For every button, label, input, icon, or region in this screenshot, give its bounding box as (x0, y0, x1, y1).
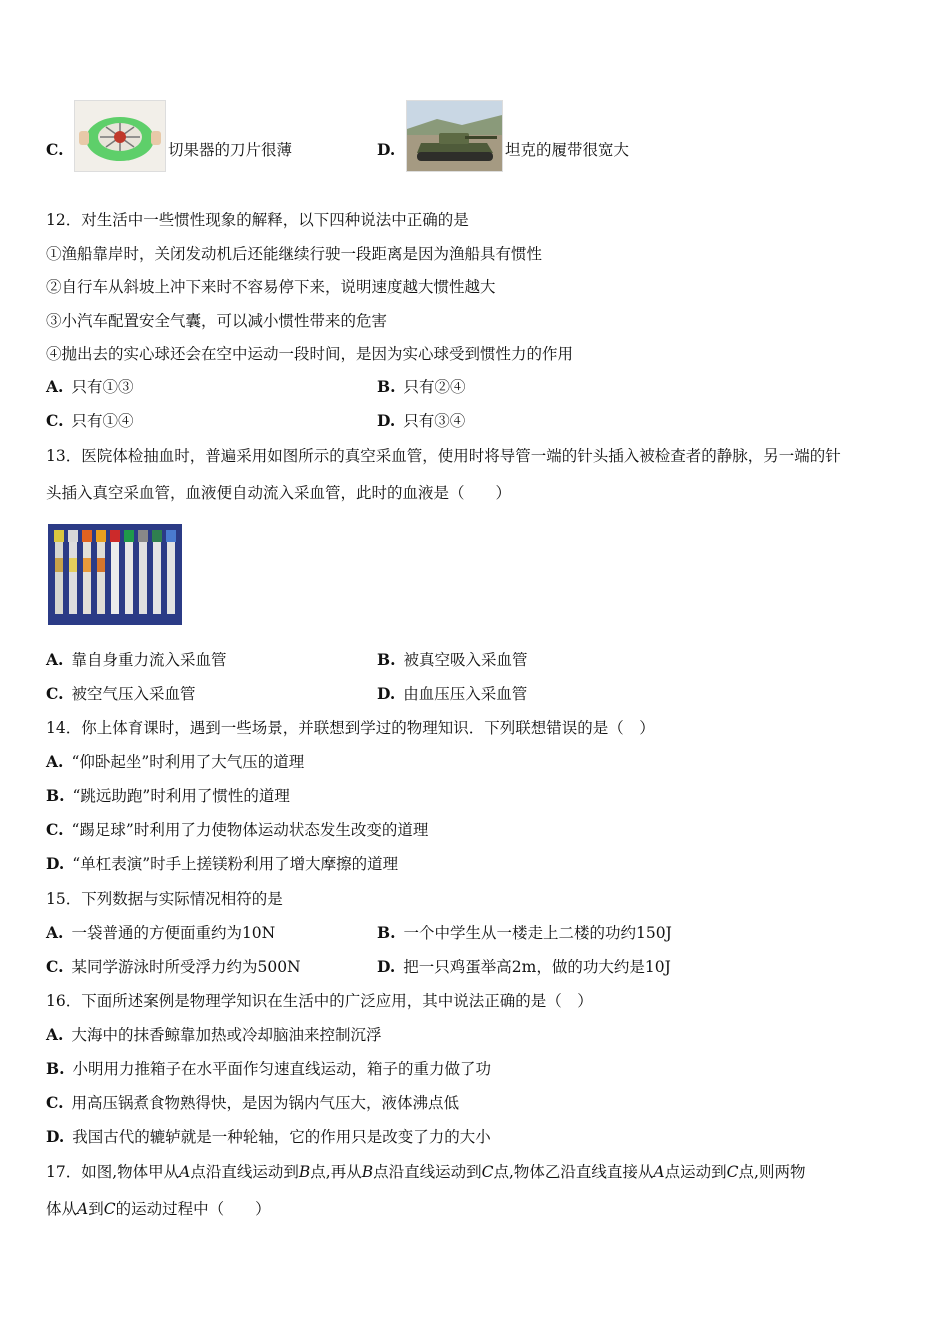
option-label: C. (46, 957, 64, 976)
option-text: “踢足球”时利用了力使物体运动状态发生改变的道理 (71, 821, 429, 839)
q16-option-d[interactable] (46, 1127, 491, 1147)
option-label: C. (46, 140, 64, 159)
option-label: A. (46, 377, 64, 396)
q12-statement-3: ③小汽车配置安全气囊，可以减小惯性带来的危害 (46, 312, 388, 330)
q17-text: 点,则两物 (738, 1163, 806, 1181)
option-text: “单杠表演”时手上搓镁粉利用了增大摩擦的道理 (72, 855, 399, 873)
q17-text: 点,物体乙沿直线直接从 (493, 1163, 654, 1181)
option-text: 一个中学生从一楼走上二楼的功约150J (403, 924, 672, 942)
q17-stem-line1 (46, 1162, 805, 1182)
option-label: B. (377, 923, 396, 942)
q15-stem: 15．下列数据与实际情况相符的是 (46, 890, 283, 908)
q15-option-c[interactable] (46, 957, 301, 977)
q14-option-d[interactable] (46, 854, 398, 874)
q13-option-d[interactable] (377, 684, 527, 704)
q14-option-b[interactable] (46, 786, 290, 806)
point-b: B (361, 1163, 374, 1181)
q14-option-c[interactable] (46, 820, 428, 840)
option-label: B. (46, 786, 65, 805)
option-text: 只有③④ (403, 412, 466, 430)
option-text: 被空气压入采血管 (71, 685, 196, 703)
q13-option-c[interactable] (46, 684, 195, 704)
point-c: C (726, 1163, 739, 1181)
option-label: D. (377, 140, 396, 159)
option-label: C. (46, 820, 64, 839)
q16-stem: 16．下面所述案例是物理学知识在生活中的广泛应用，其中说法正确的是（ ） (46, 992, 593, 1010)
point-b: B (298, 1163, 311, 1181)
option-text: 大海中的抹香鲸靠加热或冷却脑油来控制沉浮 (71, 1026, 382, 1044)
point-a: A (179, 1163, 191, 1181)
option-text: “仰卧起坐”时利用了大气压的道理 (71, 753, 305, 771)
fruit-cutter-image (74, 100, 166, 172)
q17-stem-line2 (46, 1199, 271, 1219)
q14-stem: 14．你上体育课时，遇到一些场景，并联想到学过的物理知识．下列联想错误的是（ ） (46, 719, 655, 737)
option-text: 靠自身重力流入采血管 (71, 651, 227, 669)
q12-option-a[interactable] (46, 377, 133, 397)
option-label: B. (377, 650, 396, 669)
option-text: 一袋普通的方便面重约为10N (71, 924, 276, 942)
q12-statement-4: ④抛出去的实心球还会在空中运动一段时间，是因为实心球受到惯性力的作用 (46, 345, 574, 363)
point-c: C (103, 1200, 116, 1218)
q11-option-d-text: 坦克的履带很宽大 (505, 141, 630, 159)
option-label: D. (377, 684, 396, 703)
q12-statement-1: ①渔船靠岸时，关闭发动机后还能继续行驶一段距离是因为渔船具有惯性 (46, 245, 543, 263)
q12-option-c[interactable] (46, 411, 133, 431)
q17-text: 点,再从 (310, 1163, 362, 1181)
q13-stem-line1: 13．医院体检抽血时，普遍采用如图所示的真空采血管，使用时将导管一端的针头插入被检查者的静脉，另一端的针 (46, 447, 841, 465)
option-label: D. (46, 854, 65, 873)
option-text: 小明用力推箱子在水平面作匀速直线运动，箱子的重力做了功 (72, 1060, 492, 1078)
option-label: A. (46, 650, 64, 669)
q17-text: 的运动过程中（ ） (115, 1200, 271, 1218)
q17-text: 点沿直线运动到 (373, 1163, 482, 1181)
option-text: 只有②④ (403, 378, 466, 396)
option-text: 用高压锅煮食物熟得快，是因为锅内气压大，液体沸点低 (71, 1094, 459, 1112)
q15-option-d[interactable] (377, 957, 671, 977)
q13-stem-line2: 头插入真空采血管，血液便自动流入采血管，此时的血液是（ ） (46, 484, 512, 502)
option-label: A. (46, 752, 64, 771)
q12-stem: 12．对生活中一些惯性现象的解释，以下四种说法中正确的是 (46, 211, 469, 229)
q16-option-b[interactable] (46, 1059, 491, 1079)
q17-text: 17．如图,物体甲从 (46, 1163, 180, 1181)
q17-text: 到 (88, 1200, 104, 1218)
blood-tubes-image (48, 524, 182, 625)
tank-image (406, 100, 503, 172)
point-a: A (653, 1163, 665, 1181)
option-label: B. (46, 1059, 65, 1078)
q15-option-a[interactable] (46, 923, 275, 943)
option-text: 某同学游泳时所受浮力约为500N (71, 958, 301, 976)
option-text: 只有①③ (71, 378, 134, 396)
q12-option-b[interactable] (377, 377, 466, 397)
q16-option-c[interactable] (46, 1093, 459, 1113)
option-label: D. (377, 957, 396, 976)
option-text: “跳远助跑”时利用了惯性的道理 (72, 787, 290, 805)
option-label: A. (46, 923, 64, 942)
option-text: 只有①④ (71, 412, 134, 430)
q12-statement-2: ②自行车从斜坡上冲下来时不容易停下来，说明速度越大惯性越大 (46, 278, 496, 296)
option-label: D. (46, 1127, 65, 1146)
option-text: 由血压压入采血管 (403, 685, 528, 703)
option-text: 把一只鸡蛋举高2m，做的功大约是10J (403, 958, 671, 976)
q14-option-a[interactable] (46, 752, 304, 772)
q17-text: 体从 (46, 1200, 78, 1218)
q17-text: 点沿直线运动到 (190, 1163, 299, 1181)
q11-option-c[interactable] (46, 140, 71, 160)
q13-option-a[interactable] (46, 650, 226, 670)
q15-option-b[interactable] (377, 923, 672, 943)
point-a: A (77, 1200, 89, 1218)
option-label: A. (46, 1025, 64, 1044)
q13-option-b[interactable] (377, 650, 528, 670)
option-label: B. (377, 377, 396, 396)
option-label: C. (46, 1093, 64, 1112)
option-label: C. (46, 411, 64, 430)
q17-text: 点运动到 (664, 1163, 727, 1181)
q11-option-d[interactable] (377, 140, 403, 160)
option-label: D. (377, 411, 396, 430)
q11-option-c-text: 切果器的刀片很薄 (168, 141, 293, 159)
q16-option-a[interactable] (46, 1025, 381, 1045)
option-text: 我国古代的辘轳就是一种轮轴，它的作用只是改变了力的大小 (72, 1128, 491, 1146)
option-text: 被真空吸入采血管 (403, 651, 528, 669)
point-c: C (481, 1163, 494, 1181)
option-label: C. (46, 684, 64, 703)
q12-option-d[interactable] (377, 411, 465, 431)
